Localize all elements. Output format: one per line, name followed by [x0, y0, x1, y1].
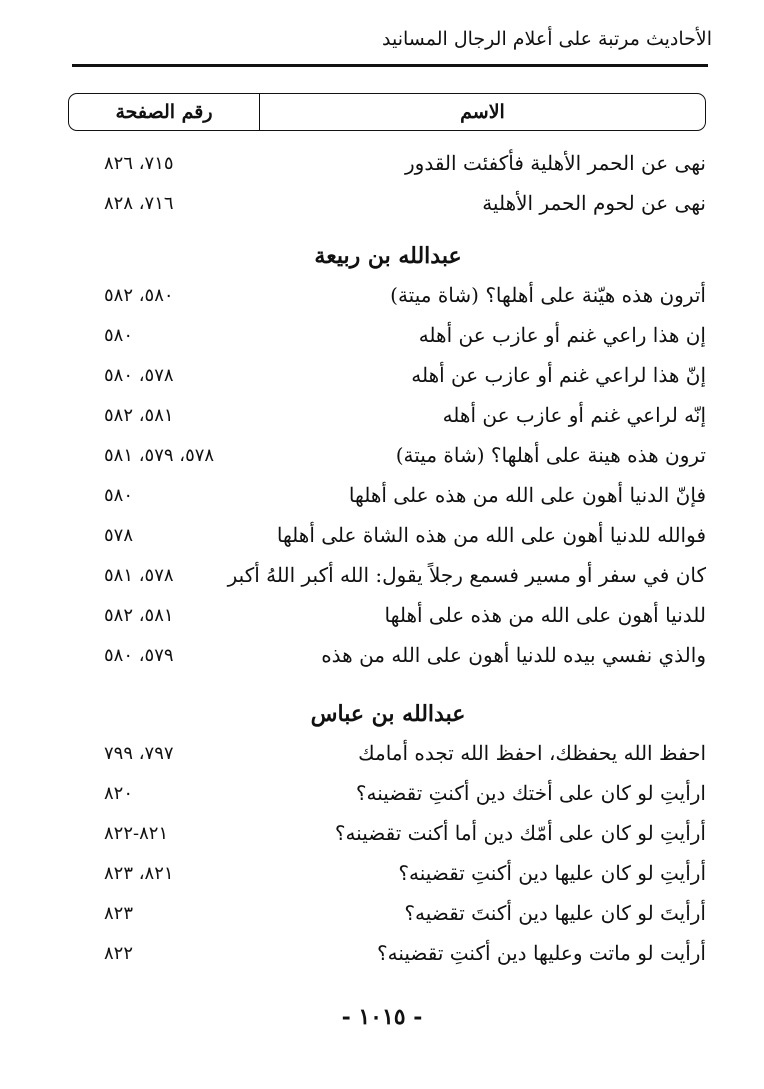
list-item: [100, 635, 706, 675]
page-refs: ٥٧٨، ٥٧٩، ٥٨١: [104, 444, 215, 466]
hadith-text: احفظ الله يحفظك، احفظ الله تجده أمامك: [358, 741, 706, 765]
page-refs: ٧١٥، ٨٢٦: [104, 152, 174, 174]
hadith-text: والذي نفسي بيده للدنيا أهون على الله من هذه: [321, 643, 706, 667]
list-item: [100, 853, 706, 893]
list-item: [100, 395, 706, 435]
list-item: [100, 515, 706, 555]
section-title: عبدالله بن عباس: [310, 701, 466, 727]
list-item: [100, 435, 706, 475]
list-item: [100, 813, 706, 853]
list-item: [100, 183, 706, 223]
page-refs: ٧١٦، ٨٢٨: [104, 192, 174, 214]
hadith-text: إنّ هذا لراعي غنم أو عازب عن أهله: [411, 363, 706, 387]
list-item: [100, 595, 706, 635]
list-item: [100, 893, 706, 933]
header-rule: [72, 64, 708, 67]
hadith-text: فإنّ الدنيا أهون على الله من هذه على أهلها: [348, 483, 706, 507]
hadith-text: أرأيت لو ماتت وعليها دين أكنتِ تقضينه؟: [376, 941, 706, 965]
hadith-text: أرأيتِ لو كان على أمّك دين أما أكنت تقضينه؟: [334, 821, 706, 845]
page-refs: ٥٧٩، ٥٨٠: [104, 644, 174, 666]
page-refs: ٥٧٨، ٥٨١: [104, 564, 174, 586]
hadith-text: كان في سفر أو مسير فسمع رجلاً يقول: الله أكبر اللهُ أكبر: [227, 563, 706, 587]
page-refs: ٨٢٣: [104, 902, 134, 924]
page-refs: ٨٢٢: [104, 942, 134, 964]
column-header: [68, 93, 706, 131]
list-item: [100, 275, 706, 315]
running-head: الأحاديث مرتبة على أعلام الرجال المسانيد: [382, 28, 712, 50]
hadith-text: نهى عن الحمر الأهلية فأكفئت القدور: [405, 151, 706, 175]
list-item: [100, 315, 706, 355]
page-refs: ٥٨٠، ٥٨٢: [104, 284, 174, 306]
page-refs: ٨٢٠: [104, 782, 134, 804]
hadith-text: للدنيا أهون على الله من هذه على أهلها: [384, 603, 706, 627]
index-list: [100, 143, 706, 973]
page-refs: ٥٧٨، ٥٨٠: [104, 364, 174, 386]
list-item: [100, 355, 706, 395]
hadith-text: أرأيتَ لو كان عليها دين أكنتَ تقضيه؟: [404, 901, 706, 925]
list-item: [100, 475, 706, 515]
page-number: - ١٠١٥ -: [341, 1004, 423, 1030]
list-item: [100, 555, 706, 595]
page-refs: ٥٧٨: [104, 524, 134, 546]
hadith-text: ترون هذه هينة على أهلها؟ (شاة ميتة): [395, 443, 706, 467]
section-title: عبدالله بن ربيعة: [314, 243, 462, 269]
column-header-page: رقم الصفحة: [115, 101, 213, 123]
hadith-text: أرأيتِ لو كان عليها دين أكنتِ تقضينه؟: [398, 861, 706, 885]
list-item: [100, 773, 706, 813]
page-refs: ٥٨٠: [104, 484, 134, 506]
page-refs: ٨٢١، ٨٢٣: [104, 862, 174, 884]
hadith-text: ارأيتِ لو كان على أختك دين أكنتِ تقضينه؟: [355, 781, 706, 805]
page-refs: ٥٨١، ٥٨٢: [104, 604, 174, 626]
hadith-text: نهى عن لحوم الحمر الأهلية: [482, 191, 706, 215]
page-refs: ٨٢١-٨٢٢: [104, 822, 169, 844]
page-refs: ٧٩٧، ٧٩٩: [104, 742, 174, 764]
hadith-text: أترون هذه هيّنة على أهلها؟ (شاة ميتة): [390, 283, 706, 307]
column-header-name: الاسم: [259, 94, 705, 130]
list-item: [100, 933, 706, 973]
hadith-text: فوالله للدنيا أهون على الله من هذه الشاة على أهلها: [276, 523, 706, 547]
page-refs: ٥٨٠: [104, 324, 134, 346]
list-item: [100, 143, 706, 183]
page-refs: ٥٨١، ٥٨٢: [104, 404, 174, 426]
list-item: [100, 733, 706, 773]
hadith-text: إن هذا راعي غنم أو عازب عن أهله: [418, 323, 706, 347]
hadith-text: إنّه لراعي غنم أو عازب عن أهله: [442, 403, 706, 427]
